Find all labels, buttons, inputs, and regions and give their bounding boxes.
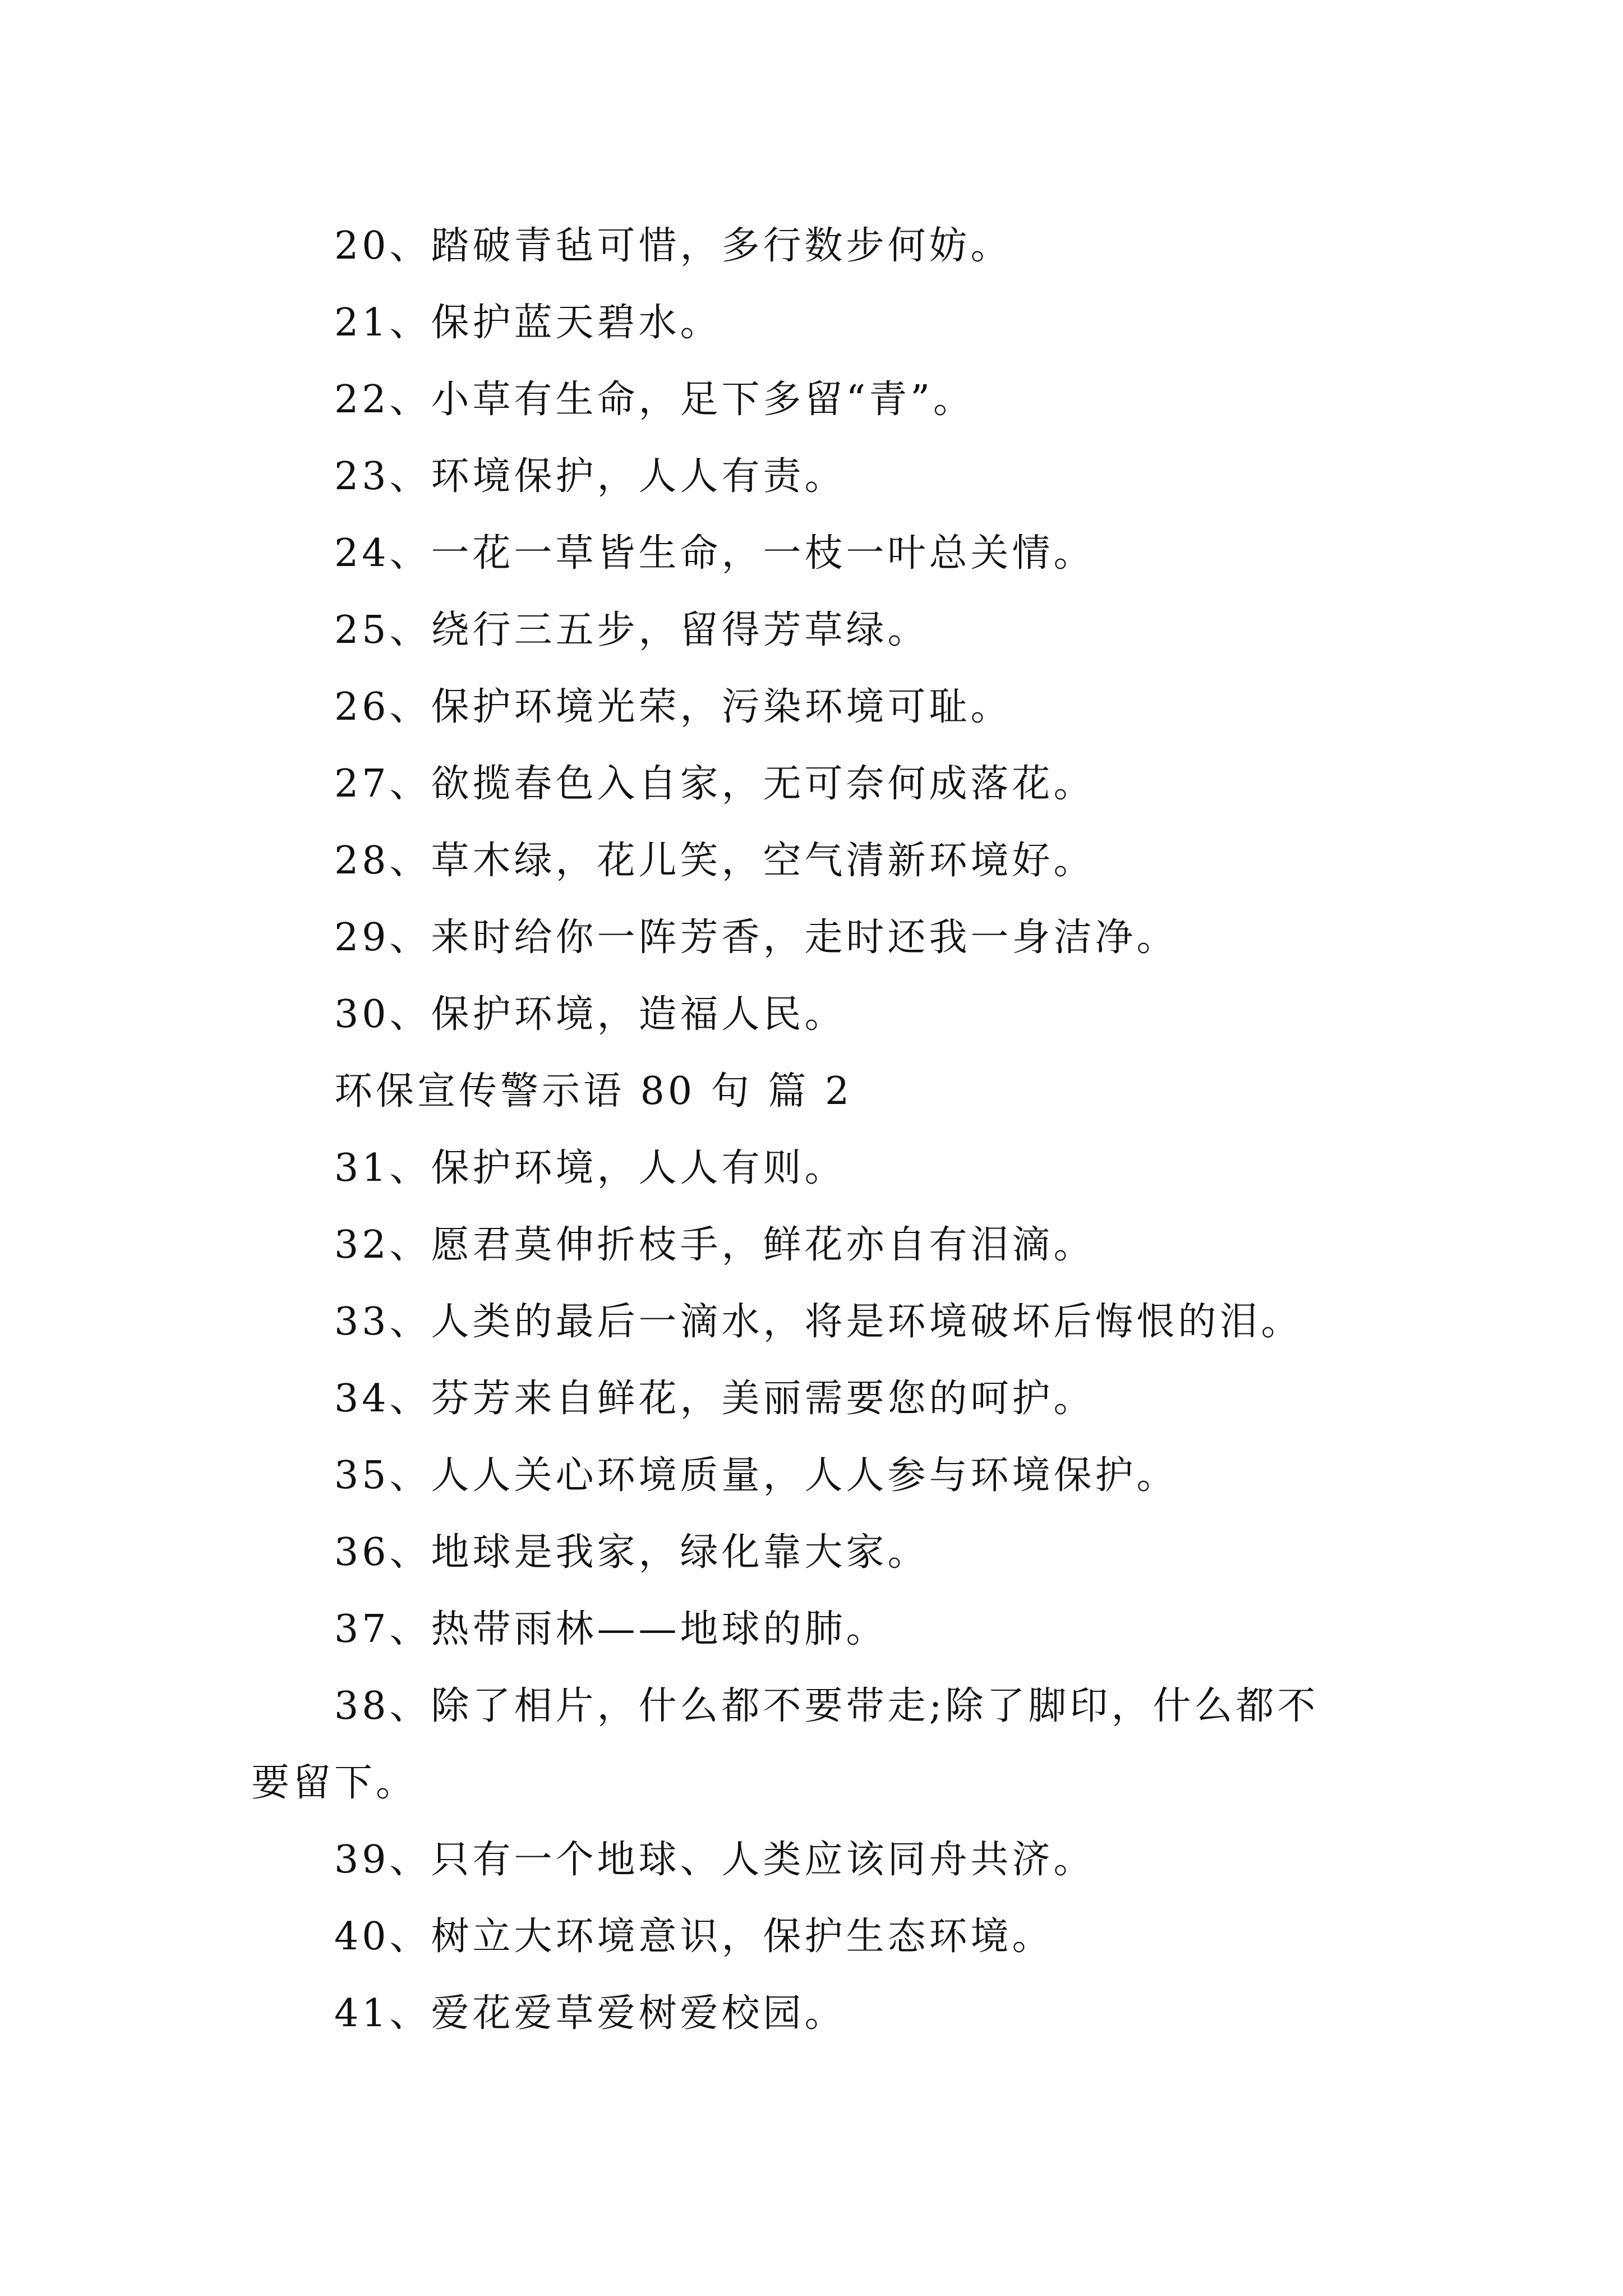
slogan-line-32: 32、愿君莫伸折枝手，鲜花亦自有泪滴。 (334, 1223, 1095, 1267)
slogan-line-24: 24、一花一草皆生命，一枝一叶总关情。 (334, 531, 1095, 576)
slogan-line-20: 20、踏破青毡可惜，多行数步何妨。 (334, 224, 1012, 268)
slogan-line-25: 25、绕行三五步，留得芳草绿。 (334, 608, 929, 652)
slogan-line-30: 30、保护环境，造福人民。 (334, 992, 846, 1037)
slogan-line-27: 27、欲揽春色入自家，无可奈何成落花。 (334, 762, 1095, 806)
slogan-line-31: 31、保护环境，人人有则。 (334, 1146, 846, 1190)
slogan-line-34: 34、芬芳来自鲜花，美丽需要您的呵护。 (334, 1377, 1095, 1421)
slogan-line-28: 28、草木绿，花儿笑，空气清新环境好。 (334, 839, 1095, 883)
slogan-line-33: 33、人类的最后一滴水，将是环境破坏后悔恨的泪。 (334, 1300, 1303, 1344)
document-body (251, 208, 1398, 2052)
slogan-line-26: 26、保护环境光荣，污染环境可耻。 (334, 685, 1012, 729)
slogan-line-36: 36、地球是我家，绿化靠大家。 (334, 1530, 929, 1575)
slogan-line-35: 35、人人关心环境质量，人人参与环境保护。 (334, 1453, 1178, 1498)
slogan-line-37: 37、热带雨林——地球的肺。 (334, 1607, 888, 1651)
slogan-line-29: 29、来时给你一阵芳香，走时还我一身洁净。 (334, 915, 1178, 960)
slogan-line-41: 41、爱花爱草爱树爱校园。 (334, 1991, 846, 2036)
section-heading: 环保宣传警示语 80 句 篇 2 (334, 1069, 853, 1114)
slogan-line-40: 40、树立大环境意识，保护生态环境。 (334, 1915, 1054, 1959)
slogan-line-21: 21、保护蓝天碧水。 (334, 301, 722, 345)
slogan-line-38: 38、除了相片，什么都不要带走;除了脚印，什么都不 (334, 1684, 1319, 1728)
slogan-line-39: 39、只有一个地球、人类应该同舟共济。 (334, 1838, 1095, 1882)
slogan-line-23: 23、环境保护，人人有责。 (334, 454, 846, 499)
slogan-line-22: 22、小草有生命，足下多留“青”。 (334, 378, 975, 422)
slogan-line-38-continued: 要留下。 (251, 1761, 418, 1805)
